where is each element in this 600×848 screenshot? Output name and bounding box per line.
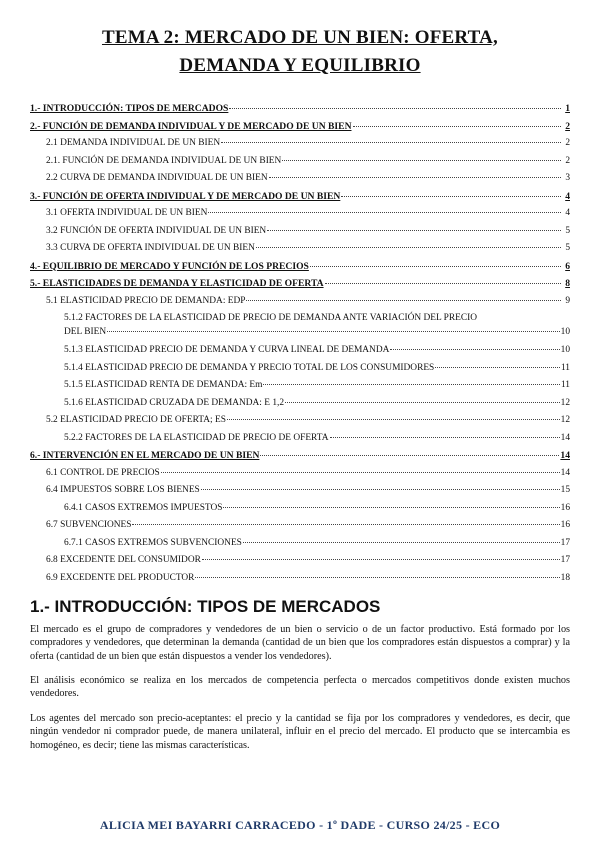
toc-entry[interactable] (30, 482, 570, 500)
toc-entry-text: 5.1.5 ELASTICIDAD RENTA DE DEMANDA: Em (64, 380, 263, 390)
toc-entry[interactable] (30, 205, 570, 223)
toc-entry[interactable] (30, 377, 570, 395)
toc-entry-text: 6.4.1 CASOS EXTREMOS IMPUESTOS (64, 502, 223, 513)
toc-entry-text: 5.1 ELASTICIDAD PRECIO DE DEMANDA: EDP (46, 295, 246, 306)
toc-entry[interactable] (30, 360, 570, 378)
toc-entry[interactable] (30, 535, 570, 553)
toc-entry-text: 6.- INTERVENCIÓN EN EL MERCADO DE UN BIEN (30, 450, 260, 461)
toc-entry-text: 3.- FUNCIÓN DE OFERTA INDIVIDUAL Y DE MERCADO DE UN BIEN (30, 190, 341, 202)
toc-entry[interactable] (30, 552, 570, 570)
toc-entry[interactable] (30, 412, 570, 430)
toc-entry-text: 2.2 CURVA DE DEMANDA INDIVIDUAL DE UN BIEN (46, 173, 268, 183)
toc-entry-text: 2.1. FUNCIÓN DE DEMANDA INDIVIDUAL DE UN BIEN (46, 155, 282, 166)
paragraph-1: El mercado es el grupo de compradores y vendedores de un bien o servicio o de un factor productivo. Está formado por los compradores y vendedores, que determinan la demanda (cantidad de un bien que los compradores están dispuestos a comprar) y la oferta (cantidad de un bien que están dispuestos a vender los vendedores). (30, 624, 570, 662)
toc-entry-text: 5.- ELASTICIDADES DE DEMANDA Y ELASTICIDAD DE OFERTA (30, 278, 324, 289)
toc-entry[interactable] (30, 517, 570, 535)
paragraph-2: El análisis económico se realiza en los mercados de competencia perfecta o mercados competitivos donde existen muchos vendedores. (30, 675, 570, 700)
toc-entry[interactable] (30, 170, 570, 188)
toc-entry-page: 5 (565, 225, 570, 236)
toc-entry-text: 2.- FUNCIÓN DE DEMANDA INDIVIDUAL Y DE MERCADO DE UN BIEN (30, 120, 352, 132)
toc-entry-page: 11 (560, 380, 570, 390)
toc-entry-text: 6.4 IMPUESTOS SOBRE LOS BIENES (46, 485, 200, 495)
toc-entry-page: 18 (560, 572, 570, 583)
toc-entry[interactable] (30, 135, 570, 153)
toc-entry[interactable] (30, 500, 570, 518)
toc-entry-page: 17 (560, 537, 570, 548)
toc-entry-page: 1 (565, 103, 570, 114)
section-heading: 1.- INTRODUCCIÓN: TIPOS DE MERCADOS (30, 597, 381, 616)
toc-entry-text: 6.8 EXCEDENTE DEL CONSUMIDOR (46, 555, 201, 565)
toc-entry[interactable] (30, 465, 570, 483)
page-footer: ALICIA MEI BAYARRI CARRACEDO - 1º DADE - CURSO 24/25 - ECO (99, 818, 501, 832)
toc-entry-page: 16 (560, 502, 570, 513)
toc-entry-text: 5.2.2 FACTORES DE LA ELASTICIDAD DE PRECIO DE OFERTA (64, 432, 329, 443)
toc-entry[interactable] (30, 188, 570, 206)
toc-entry-text: 6.1 CONTROL DE PRECIOS (46, 467, 160, 478)
toc-entry-page: 3 (565, 173, 570, 183)
toc-entry-page: 15 (560, 485, 570, 495)
toc-entry-page: 6 (565, 260, 570, 272)
toc-entry[interactable] (30, 153, 570, 171)
toc-entry-text: 3.3 CURVA DE OFERTA INDIVIDUAL DE UN BIEN (46, 243, 255, 253)
toc-entry-text-cont: DEL BIEN (64, 327, 107, 337)
title-line-1: TEMA 2: MERCADO DE UN BIEN: OFERTA, (101, 27, 499, 48)
table-of-contents (30, 100, 570, 587)
toc-entry-text: 5.2 ELASTICIDAD PRECIO DE OFERTA; ES (46, 415, 226, 425)
toc-entry-text: 5.1.2 FACTORES DE LA ELASTICIDAD DE PRECIO DE DEMANDA ANTE VARIACIÓN DEL PRECIO (64, 313, 478, 323)
toc-entry-page: 16 (560, 520, 570, 530)
toc-entry-text: 1.- INTRODUCCIÓN: TIPOS DE MERCADOS (30, 103, 229, 114)
toc-entry[interactable] (30, 430, 570, 448)
toc-entry[interactable] (30, 570, 570, 588)
toc-entry-text: 6.9 EXCEDENTE DEL PRODUCTOR (46, 572, 195, 583)
toc-entry-page: 9 (565, 295, 570, 306)
toc-entry-page: 14 (560, 432, 570, 443)
toc-entry-page: 5 (565, 243, 570, 253)
toc-entry-page: 10 (560, 345, 570, 355)
toc-entry[interactable] (30, 312, 570, 339)
toc-entry-page: 2 (565, 120, 570, 132)
toc-entry-text: 4.- EQUILIBRIO DE MERCADO Y FUNCIÓN DE LOS PRECIOS (30, 260, 309, 272)
toc-entry[interactable] (30, 223, 570, 241)
toc-entry[interactable] (30, 240, 570, 258)
toc-entry-text: 2.1 DEMANDA INDIVIDUAL DE UN BIEN (46, 138, 221, 148)
toc-entry-page: 14 (560, 467, 570, 478)
toc-entry-text: 6.7 SUBVENCIONES (46, 520, 132, 530)
toc-entry-page: 8 (565, 278, 570, 289)
toc-entry[interactable] (30, 395, 570, 413)
toc-entry-page: 10 (560, 327, 570, 337)
title-line-2: DEMANDA Y EQUILIBRIO (179, 55, 421, 76)
toc-entry-text: 5.1.3 ELASTICIDAD PRECIO DE DEMANDA Y CURVA LINEAL DE DEMANDA (64, 345, 390, 355)
toc-entry[interactable] (30, 100, 570, 118)
toc-entry-text: 5.1.4 ELASTICIDAD PRECIO DE DEMANDA Y PRECIO TOTAL DE LOS CONSUMIDORES (64, 362, 435, 373)
toc-entry-page: 2 (565, 138, 570, 148)
toc-entry-page: 12 (560, 415, 570, 425)
paragraph-3: Los agentes del mercado son precio-aceptantes: el precio y la cantidad se fija por los compradores y vendedores, es decir, que ningún vendedor ni comprador puede, de manera unilateral, influir en el precio del mercado. El producto que se intercambia es homogéneo, es decir; tiene las mismas características. (30, 713, 570, 751)
toc-entry-page: 4 (565, 190, 570, 202)
toc-entry-text: 3.2 FUNCIÓN DE OFERTA INDIVIDUAL DE UN BIEN (46, 225, 267, 236)
document-title (40, 24, 560, 80)
toc-entry-page: 12 (560, 397, 570, 408)
toc-entry-page: 14 (560, 450, 570, 461)
toc-entry-page: 17 (560, 555, 570, 565)
toc-entry-page: 11 (560, 362, 570, 373)
toc-entry[interactable] (30, 293, 570, 311)
toc-entry-page: 4 (565, 208, 570, 218)
toc-entry-text: 3.1 OFERTA INDIVIDUAL DE UN BIEN (46, 208, 208, 218)
toc-entry[interactable] (30, 342, 570, 360)
toc-entry[interactable] (30, 258, 570, 276)
toc-entry-text: 5.1.6 ELASTICIDAD CRUZADA DE DEMANDA: E 1,2 (64, 397, 285, 408)
toc-entry-page: 2 (565, 155, 570, 166)
toc-entry[interactable] (30, 118, 570, 136)
toc-entry-text: 6.7.1 CASOS EXTREMOS SUBVENCIONES (64, 537, 242, 548)
toc-entry[interactable] (30, 447, 570, 465)
toc-entry[interactable] (30, 275, 570, 293)
